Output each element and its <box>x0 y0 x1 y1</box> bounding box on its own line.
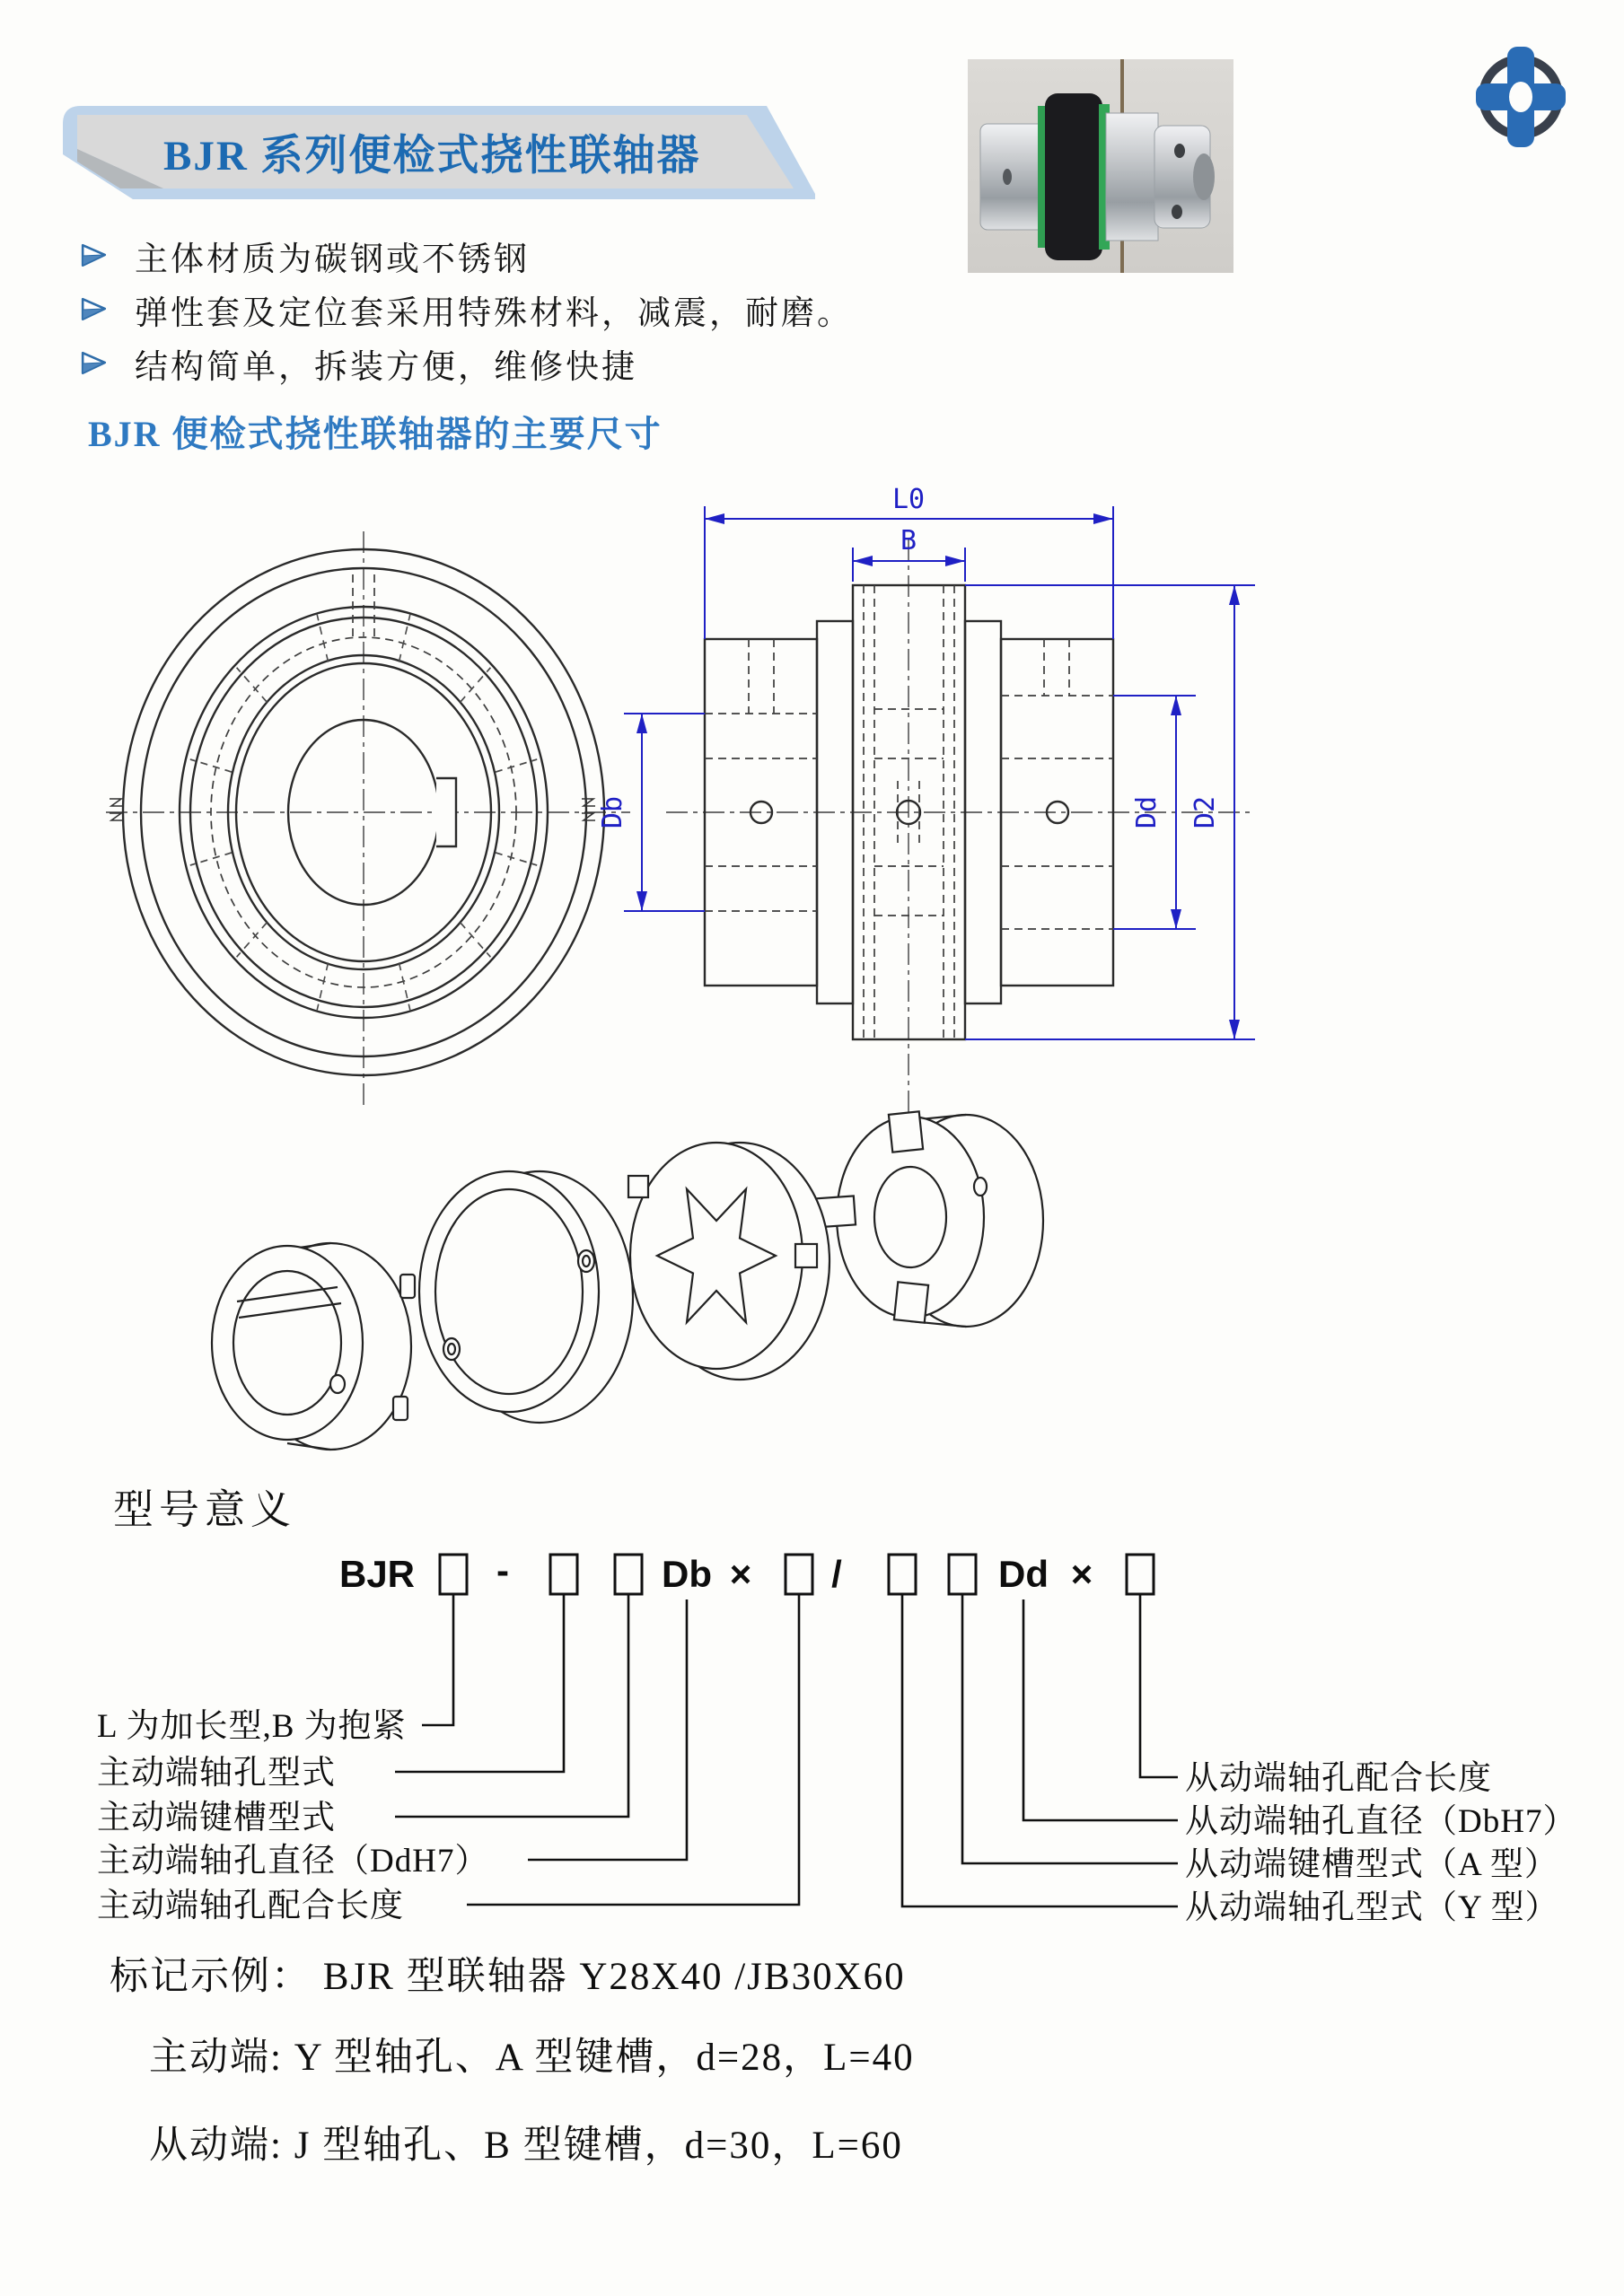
model-right-label-3: 从动端键槽型式（A 型） <box>1185 1846 1558 1883</box>
technical-drawing <box>0 485 1624 1127</box>
side-view-drawing <box>666 539 1255 1120</box>
dimension-annotations <box>597 485 1255 1039</box>
feature-item <box>81 343 1068 384</box>
exploded-left-hub <box>212 1243 415 1450</box>
model-db-symbol: Db <box>662 1553 712 1595</box>
model-slash: / <box>831 1553 842 1595</box>
model-right-label-1: 从动端轴孔配合长度 <box>1185 1760 1492 1797</box>
page-title: BJR 系列便检式挠性联轴器 <box>163 133 701 180</box>
company-logo <box>1467 41 1575 149</box>
bullet-arrow-icon <box>81 243 108 268</box>
model-multiply-2: × <box>1070 1553 1093 1595</box>
feature-item <box>81 289 1068 330</box>
placeholder-box-3 <box>615 1555 642 1594</box>
model-meaning-title: 型号意义 <box>113 1487 297 1532</box>
dim-label-D2: D2 <box>1189 795 1221 829</box>
placeholder-box-4 <box>786 1555 812 1594</box>
feature-list <box>81 235 1068 384</box>
placeholder-box-7 <box>1127 1555 1154 1594</box>
dim-label-Db: Db <box>597 795 628 829</box>
title-banner <box>57 104 822 201</box>
placeholder-box-5 <box>889 1555 916 1594</box>
model-left-label-2: 主动端轴孔型式 <box>97 1755 336 1792</box>
exploded-view-drawing <box>0 1104 1624 1481</box>
model-left-label-3: 主动端键槽型式 <box>97 1800 336 1836</box>
placeholder-box-1 <box>440 1555 467 1594</box>
model-prefix: BJR <box>338 1553 416 1595</box>
placeholder-box-2 <box>550 1555 577 1594</box>
photo-mid-cylinder <box>1106 113 1158 241</box>
dim-label-L0: L0 <box>891 485 926 515</box>
model-multiply-1: × <box>729 1553 752 1595</box>
feature-text: 弹性套及定位套采用特殊材料，减震，耐磨。 <box>135 295 853 332</box>
model-left-label-5: 主动端轴孔配合长度 <box>97 1888 404 1924</box>
feature-text: 主体材质为碳钢或不锈钢 <box>135 241 530 278</box>
exploded-right-hub <box>812 1111 1043 1327</box>
dim-label-B: B <box>900 525 917 556</box>
feature-text: 结构简单，拆装方便，维修快捷 <box>135 349 637 386</box>
logo-center-hole <box>1509 82 1532 112</box>
marking-example-line: 标记示例： BJR 型联轴器 Y28X40 /JB30X60 <box>110 1956 906 1998</box>
section-marks <box>110 799 595 820</box>
model-dd-symbol: Dd <box>998 1553 1049 1595</box>
model-right-label-2: 从动端轴孔直径（DbH7） <box>1185 1803 1577 1840</box>
driving-end-example-line: 主动端: Y 型轴孔、A 型键槽，d=28，L=40 <box>149 2037 915 2079</box>
photo-bolt-hole-top <box>1174 144 1185 158</box>
front-view-drawing <box>106 531 630 1106</box>
photo-bore <box>1193 153 1215 200</box>
model-left-label-1: L 为加长型,B 为抱紧 <box>97 1708 407 1745</box>
photo-left-hub <box>980 124 1045 230</box>
exploded-spider <box>628 1143 830 1380</box>
dim-label-Dd: Dd <box>1131 795 1163 829</box>
feature-item <box>81 235 1068 276</box>
placeholder-box-6 <box>949 1555 976 1594</box>
model-separator: - <box>496 1549 509 1591</box>
bullet-arrow-icon <box>81 297 108 322</box>
photo-left-setscrew <box>1003 169 1012 185</box>
model-connector-lines-right <box>902 1594 1178 1906</box>
bullet-arrow-icon <box>81 351 108 376</box>
exploded-collar <box>419 1171 633 1423</box>
photo-bolt-hole-bottom <box>1172 205 1182 219</box>
model-designation-diagram <box>0 1526 1624 1939</box>
model-left-label-4: 主动端轴孔直径（DdH7） <box>97 1843 489 1880</box>
model-right-label-4: 从动端轴孔型式（Y 型） <box>1185 1889 1559 1926</box>
coupling-spider-logo-icon <box>1467 41 1575 149</box>
driven-end-example-line: 从动端: J 型轴孔、B 型键槽，d=30，L=60 <box>149 2125 903 2167</box>
dimensions-section-title: BJR 便检式挠性联轴器的主要尺寸 <box>88 414 663 454</box>
